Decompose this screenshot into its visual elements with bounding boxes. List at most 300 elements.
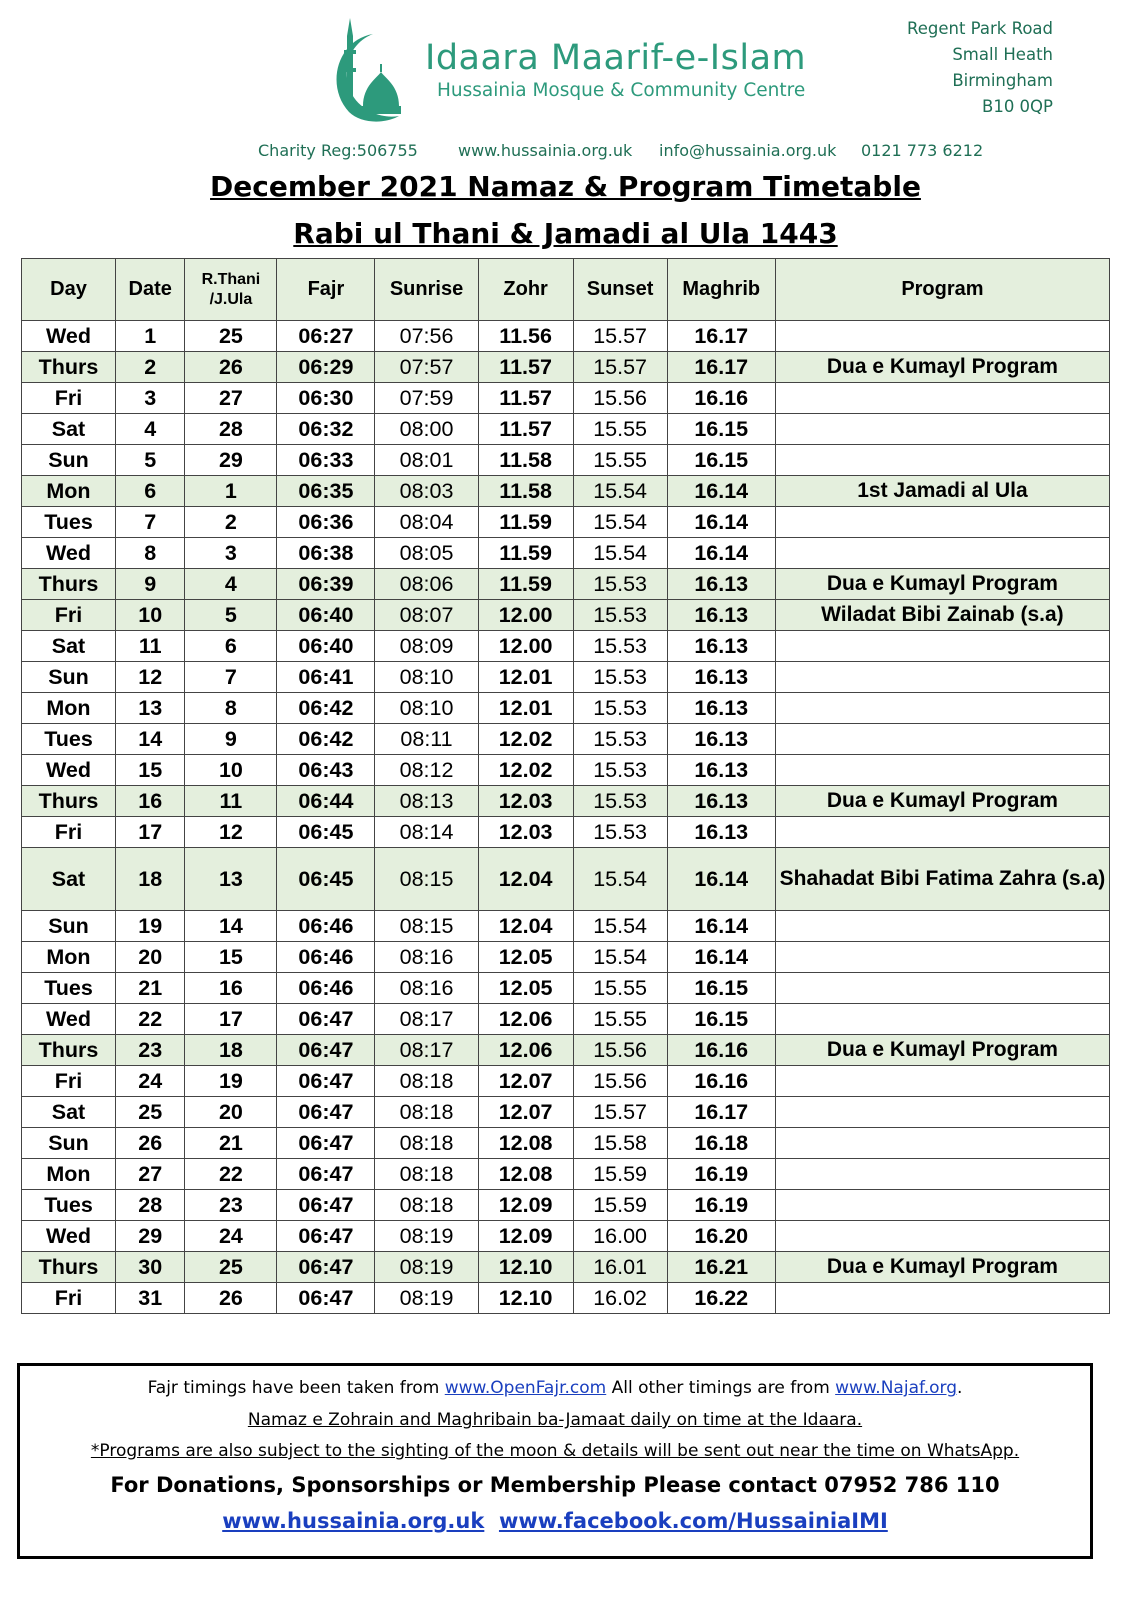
cell-zohr: 12.04 bbox=[478, 848, 573, 911]
cell-program: Dua e Kumayl Program bbox=[775, 786, 1109, 817]
cell-sunset: 15.53 bbox=[573, 786, 667, 817]
cell-sunrise: 08:18 bbox=[375, 1190, 478, 1221]
cell-program: 1st Jamadi al Ula bbox=[775, 476, 1109, 507]
cell-sunset: 15.57 bbox=[573, 321, 667, 352]
cell-maghrib: 16.16 bbox=[667, 383, 775, 414]
cell-day: Thurs bbox=[22, 352, 116, 383]
cell-sunrise: 08:18 bbox=[375, 1159, 478, 1190]
cell-sunset: 15.56 bbox=[573, 1035, 667, 1066]
table-row bbox=[22, 476, 1110, 507]
col-header-hijri-line1: R.Thani bbox=[201, 270, 261, 288]
table-row bbox=[22, 352, 1110, 383]
cell-sunset: 15.57 bbox=[573, 1097, 667, 1128]
cell-hijri: 15 bbox=[185, 942, 277, 973]
col-header-sunrise: Sunrise bbox=[375, 259, 478, 321]
cell-program bbox=[775, 693, 1109, 724]
cell-hijri: 2 bbox=[185, 507, 277, 538]
cell-sunset: 15.55 bbox=[573, 1004, 667, 1035]
cell-maghrib: 16.16 bbox=[667, 1066, 775, 1097]
cell-program bbox=[775, 1283, 1109, 1314]
table-row bbox=[22, 1035, 1110, 1066]
cell-sunset: 15.57 bbox=[573, 352, 667, 383]
cell-date: 22 bbox=[115, 1004, 184, 1035]
table-row bbox=[22, 538, 1110, 569]
cell-maghrib: 16.17 bbox=[667, 352, 775, 383]
cell-program: Wiladat Bibi Zainab (s.a) bbox=[775, 600, 1109, 631]
cell-zohr: 12.08 bbox=[478, 1128, 573, 1159]
table-row bbox=[22, 569, 1110, 600]
cell-sunset: 15.54 bbox=[573, 911, 667, 942]
website-link[interactable]: www.hussainia.org.uk bbox=[458, 141, 633, 160]
timetable bbox=[21, 258, 1110, 1314]
mosque-logo-icon bbox=[327, 16, 417, 124]
cell-hijri: 8 bbox=[185, 693, 277, 724]
cell-sunrise: 08:13 bbox=[375, 786, 478, 817]
cell-day: Wed bbox=[22, 538, 116, 569]
cell-sunrise: 08:19 bbox=[375, 1283, 478, 1314]
cell-sunset: 15.59 bbox=[573, 1190, 667, 1221]
cell-sunset: 15.54 bbox=[573, 538, 667, 569]
table-row bbox=[22, 1252, 1110, 1283]
col-header-maghrib: Maghrib bbox=[667, 259, 775, 321]
cell-zohr: 11.59 bbox=[478, 569, 573, 600]
cell-day: Sun bbox=[22, 445, 116, 476]
cell-sunrise: 08:15 bbox=[375, 911, 478, 942]
cell-date: 12 bbox=[115, 662, 184, 693]
cell-day: Fri bbox=[22, 383, 116, 414]
cell-sunset: 16.01 bbox=[573, 1252, 667, 1283]
cell-sunrise: 08:19 bbox=[375, 1221, 478, 1252]
cell-day: Thurs bbox=[22, 569, 116, 600]
cell-date: 26 bbox=[115, 1128, 184, 1159]
table-row bbox=[22, 817, 1110, 848]
address-block bbox=[907, 16, 1053, 120]
cell-sunrise: 08:03 bbox=[375, 476, 478, 507]
cell-maghrib: 16.15 bbox=[667, 414, 775, 445]
table-row bbox=[22, 724, 1110, 755]
cell-maghrib: 16.19 bbox=[667, 1159, 775, 1190]
cell-program bbox=[775, 817, 1109, 848]
cell-fajr: 06:47 bbox=[277, 1128, 375, 1159]
cell-zohr: 12.01 bbox=[478, 662, 573, 693]
cell-day: Tues bbox=[22, 507, 116, 538]
cell-sunrise: 08:07 bbox=[375, 600, 478, 631]
page-title: December 2021 Namaz & Program Timetable bbox=[210, 170, 921, 203]
cell-sunrise: 08:05 bbox=[375, 538, 478, 569]
cell-maghrib: 16.14 bbox=[667, 848, 775, 911]
footer-text: Fajr timings have been taken from bbox=[147, 1378, 445, 1398]
cell-day: Sat bbox=[22, 1097, 116, 1128]
cell-date: 9 bbox=[115, 569, 184, 600]
cell-sunset: 15.56 bbox=[573, 1066, 667, 1097]
cell-day: Sun bbox=[22, 1128, 116, 1159]
cell-fajr: 06:47 bbox=[277, 1097, 375, 1128]
cell-program: Dua e Kumayl Program bbox=[775, 1035, 1109, 1066]
cell-fajr: 06:47 bbox=[277, 1221, 375, 1252]
cell-date: 15 bbox=[115, 755, 184, 786]
cell-maghrib: 16.13 bbox=[667, 724, 775, 755]
cell-hijri: 7 bbox=[185, 662, 277, 693]
cell-sunset: 15.53 bbox=[573, 600, 667, 631]
cell-zohr: 12.05 bbox=[478, 973, 573, 1004]
cell-hijri: 3 bbox=[185, 538, 277, 569]
cell-sunrise: 07:59 bbox=[375, 383, 478, 414]
cell-hijri: 29 bbox=[185, 445, 277, 476]
cell-date: 20 bbox=[115, 942, 184, 973]
cell-fajr: 06:44 bbox=[277, 786, 375, 817]
cell-maghrib: 16.22 bbox=[667, 1283, 775, 1314]
cell-maghrib: 16.14 bbox=[667, 942, 775, 973]
footer-links bbox=[20, 1509, 1090, 1533]
cell-fajr: 06:38 bbox=[277, 538, 375, 569]
cell-day: Wed bbox=[22, 1004, 116, 1035]
cell-hijri: 25 bbox=[185, 1252, 277, 1283]
cell-fajr: 06:47 bbox=[277, 1159, 375, 1190]
cell-hijri: 5 bbox=[185, 600, 277, 631]
cell-fajr: 06:35 bbox=[277, 476, 375, 507]
cell-maghrib: 16.13 bbox=[667, 693, 775, 724]
table-row bbox=[22, 631, 1110, 662]
cell-fajr: 06:43 bbox=[277, 755, 375, 786]
cell-zohr: 11.56 bbox=[478, 321, 573, 352]
cell-program bbox=[775, 538, 1109, 569]
cell-zohr: 12.04 bbox=[478, 911, 573, 942]
table-row bbox=[22, 1159, 1110, 1190]
cell-program bbox=[775, 973, 1109, 1004]
cell-hijri: 14 bbox=[185, 911, 277, 942]
cell-sunrise: 08:18 bbox=[375, 1097, 478, 1128]
cell-sunset: 15.55 bbox=[573, 973, 667, 1004]
cell-date: 4 bbox=[115, 414, 184, 445]
cell-zohr: 12.07 bbox=[478, 1066, 573, 1097]
cell-fajr: 06:47 bbox=[277, 1283, 375, 1314]
table-row bbox=[22, 1004, 1110, 1035]
cell-fajr: 06:42 bbox=[277, 724, 375, 755]
cell-day: Sun bbox=[22, 911, 116, 942]
cell-program bbox=[775, 1159, 1109, 1190]
cell-sunset: 15.54 bbox=[573, 942, 667, 973]
cell-hijri: 9 bbox=[185, 724, 277, 755]
cell-sunrise: 08:16 bbox=[375, 973, 478, 1004]
cell-fajr: 06:47 bbox=[277, 1190, 375, 1221]
cell-hijri: 17 bbox=[185, 1004, 277, 1035]
cell-zohr: 11.58 bbox=[478, 445, 573, 476]
cell-hijri: 19 bbox=[185, 1066, 277, 1097]
cell-sunrise: 08:06 bbox=[375, 569, 478, 600]
cell-date: 10 bbox=[115, 600, 184, 631]
cell-date: 19 bbox=[115, 911, 184, 942]
cell-fajr: 06:30 bbox=[277, 383, 375, 414]
cell-sunrise: 08:01 bbox=[375, 445, 478, 476]
col-header-hijri-line2: /J.Ula bbox=[209, 290, 253, 308]
cell-hijri: 26 bbox=[185, 352, 277, 383]
cell-hijri: 21 bbox=[185, 1128, 277, 1159]
footer-facebook-link[interactable]: www.facebook.com/HussainiaIMI bbox=[498, 1509, 888, 1533]
cell-sunset: 15.56 bbox=[573, 383, 667, 414]
cell-zohr: 12.01 bbox=[478, 693, 573, 724]
cell-sunset: 15.53 bbox=[573, 724, 667, 755]
table-row bbox=[22, 600, 1110, 631]
cell-day: Tues bbox=[22, 724, 116, 755]
cell-sunset: 15.59 bbox=[573, 1159, 667, 1190]
cell-fajr: 06:42 bbox=[277, 693, 375, 724]
cell-sunset: 15.54 bbox=[573, 476, 667, 507]
cell-day: Sat bbox=[22, 631, 116, 662]
najaf-link[interactable]: www.Najaf.org bbox=[835, 1378, 958, 1398]
cell-date: 6 bbox=[115, 476, 184, 507]
cell-hijri: 11 bbox=[185, 786, 277, 817]
cell-program: Shahadat Bibi Fatima Zahra (s.a) bbox=[775, 848, 1109, 911]
cell-date: 18 bbox=[115, 848, 184, 911]
cell-date: 5 bbox=[115, 445, 184, 476]
cell-date: 31 bbox=[115, 1283, 184, 1314]
table-row bbox=[22, 693, 1110, 724]
col-header-sunset: Sunset bbox=[573, 259, 667, 321]
cell-program bbox=[775, 507, 1109, 538]
cell-hijri: 25 bbox=[185, 321, 277, 352]
cell-date: 2 bbox=[115, 352, 184, 383]
cell-zohr: 12.08 bbox=[478, 1159, 573, 1190]
cell-hijri: 28 bbox=[185, 414, 277, 445]
cell-zohr: 11.58 bbox=[478, 476, 573, 507]
cell-sunrise: 07:57 bbox=[375, 352, 478, 383]
cell-fajr: 06:40 bbox=[277, 600, 375, 631]
cell-program bbox=[775, 631, 1109, 662]
cell-zohr: 12.06 bbox=[478, 1035, 573, 1066]
cell-date: 13 bbox=[115, 693, 184, 724]
cell-sunset: 15.53 bbox=[573, 631, 667, 662]
table-row bbox=[22, 321, 1110, 352]
footer-contact: For Donations, Sponsorships or Membership Please contact 07952 786 110 bbox=[110, 1473, 1000, 1497]
email-link[interactable]: info@hussainia.org.uk bbox=[659, 141, 837, 160]
address-line: Small Heath bbox=[952, 45, 1053, 64]
cell-sunrise: 07:56 bbox=[375, 321, 478, 352]
cell-hijri: 26 bbox=[185, 1283, 277, 1314]
cell-fajr: 06:46 bbox=[277, 911, 375, 942]
cell-sunset: 15.53 bbox=[573, 693, 667, 724]
cell-date: 28 bbox=[115, 1190, 184, 1221]
cell-sunrise: 08:04 bbox=[375, 507, 478, 538]
cell-sunset: 15.54 bbox=[573, 848, 667, 911]
cell-day: Mon bbox=[22, 476, 116, 507]
cell-date: 16 bbox=[115, 786, 184, 817]
address-line: Regent Park Road bbox=[907, 19, 1053, 38]
cell-day: Fri bbox=[22, 817, 116, 848]
cell-day: Mon bbox=[22, 1159, 116, 1190]
cell-fajr: 06:45 bbox=[277, 848, 375, 911]
cell-fajr: 06:32 bbox=[277, 414, 375, 445]
cell-date: 25 bbox=[115, 1097, 184, 1128]
cell-maghrib: 16.19 bbox=[667, 1190, 775, 1221]
cell-zohr: 11.57 bbox=[478, 414, 573, 445]
table-row bbox=[22, 1097, 1110, 1128]
cell-maghrib: 16.13 bbox=[667, 786, 775, 817]
table-row bbox=[22, 1190, 1110, 1221]
cell-program bbox=[775, 1128, 1109, 1159]
cell-program bbox=[775, 445, 1109, 476]
table-row bbox=[22, 786, 1110, 817]
table-row bbox=[22, 507, 1110, 538]
cell-date: 17 bbox=[115, 817, 184, 848]
cell-hijri: 24 bbox=[185, 1221, 277, 1252]
cell-maghrib: 16.14 bbox=[667, 911, 775, 942]
cell-sunrise: 08:11 bbox=[375, 724, 478, 755]
cell-hijri: 6 bbox=[185, 631, 277, 662]
cell-program: Dua e Kumayl Program bbox=[775, 1252, 1109, 1283]
cell-date: 29 bbox=[115, 1221, 184, 1252]
table-row bbox=[22, 383, 1110, 414]
cell-date: 8 bbox=[115, 538, 184, 569]
table-row bbox=[22, 445, 1110, 476]
cell-date: 21 bbox=[115, 973, 184, 1004]
cell-program bbox=[775, 1097, 1109, 1128]
cell-program bbox=[775, 1190, 1109, 1221]
cell-program bbox=[775, 662, 1109, 693]
cell-zohr: 12.07 bbox=[478, 1097, 573, 1128]
cell-zohr: 12.06 bbox=[478, 1004, 573, 1035]
cell-day: Wed bbox=[22, 755, 116, 786]
cell-maghrib: 16.13 bbox=[667, 817, 775, 848]
cell-maghrib: 16.18 bbox=[667, 1128, 775, 1159]
table-row bbox=[22, 942, 1110, 973]
cell-zohr: 11.57 bbox=[478, 383, 573, 414]
cell-fajr: 06:29 bbox=[277, 352, 375, 383]
cell-maghrib: 16.13 bbox=[667, 755, 775, 786]
cell-day: Wed bbox=[22, 1221, 116, 1252]
cell-maghrib: 16.13 bbox=[667, 631, 775, 662]
cell-day: Tues bbox=[22, 1190, 116, 1221]
cell-maghrib: 16.15 bbox=[667, 445, 775, 476]
cell-maghrib: 16.16 bbox=[667, 1035, 775, 1066]
cell-hijri: 23 bbox=[185, 1190, 277, 1221]
cell-zohr: 11.59 bbox=[478, 507, 573, 538]
cell-sunset: 15.53 bbox=[573, 817, 667, 848]
cell-sunset: 15.55 bbox=[573, 445, 667, 476]
cell-sunrise: 08:00 bbox=[375, 414, 478, 445]
table-row bbox=[22, 755, 1110, 786]
col-header-zohr: Zohr bbox=[478, 259, 573, 321]
cell-day: Fri bbox=[22, 1066, 116, 1097]
cell-zohr: 12.00 bbox=[478, 600, 573, 631]
cell-maghrib: 16.17 bbox=[667, 1097, 775, 1128]
openfajr-link[interactable]: www.OpenFajr.com bbox=[444, 1378, 607, 1398]
cell-program bbox=[775, 1221, 1109, 1252]
footer-moon-note: *Programs are also subject to the sighting of the moon & details will be sent out near the time on WhatsApp. bbox=[90, 1441, 1020, 1461]
cell-hijri: 13 bbox=[185, 848, 277, 911]
address-line: B10 0QP bbox=[982, 97, 1053, 116]
cell-zohr: 11.57 bbox=[478, 352, 573, 383]
cell-fajr: 06:47 bbox=[277, 1252, 375, 1283]
cell-program bbox=[775, 321, 1109, 352]
cell-maghrib: 16.13 bbox=[667, 600, 775, 631]
cell-maghrib: 16.15 bbox=[667, 973, 775, 1004]
cell-zohr: 12.00 bbox=[478, 631, 573, 662]
table-row bbox=[22, 1128, 1110, 1159]
cell-fajr: 06:46 bbox=[277, 973, 375, 1004]
cell-fajr: 06:27 bbox=[277, 321, 375, 352]
cell-program: Dua e Kumayl Program bbox=[775, 569, 1109, 600]
footer-jamaat-note: Namaz e Zohrain and Maghribain ba-Jamaat daily on time at the Idaara. bbox=[247, 1410, 863, 1430]
col-header-hijri bbox=[185, 259, 277, 321]
cell-zohr: 12.03 bbox=[478, 786, 573, 817]
cell-fajr: 06:36 bbox=[277, 507, 375, 538]
footer-text: All other timings are from bbox=[606, 1378, 836, 1398]
footer-website-link[interactable]: www.hussainia.org.uk bbox=[222, 1509, 485, 1533]
cell-day: Wed bbox=[22, 321, 116, 352]
footer-text: . bbox=[957, 1378, 963, 1398]
col-header-day: Day bbox=[22, 259, 116, 321]
cell-sunrise: 08:16 bbox=[375, 942, 478, 973]
table-row bbox=[22, 662, 1110, 693]
cell-date: 1 bbox=[115, 321, 184, 352]
cell-sunrise: 08:18 bbox=[375, 1128, 478, 1159]
table-row bbox=[22, 848, 1110, 911]
cell-hijri: 22 bbox=[185, 1159, 277, 1190]
cell-hijri: 4 bbox=[185, 569, 277, 600]
table-row bbox=[22, 1066, 1110, 1097]
cell-hijri: 10 bbox=[185, 755, 277, 786]
cell-day: Sat bbox=[22, 848, 116, 911]
table-header-row bbox=[22, 259, 1110, 321]
cell-date: 11 bbox=[115, 631, 184, 662]
cell-zohr: 12.09 bbox=[478, 1221, 573, 1252]
cell-zohr: 11.59 bbox=[478, 538, 573, 569]
cell-zohr: 12.05 bbox=[478, 942, 573, 973]
cell-date: 27 bbox=[115, 1159, 184, 1190]
cell-sunrise: 08:14 bbox=[375, 817, 478, 848]
cell-fajr: 06:47 bbox=[277, 1066, 375, 1097]
cell-day: Fri bbox=[22, 600, 116, 631]
cell-day: Thurs bbox=[22, 786, 116, 817]
cell-day: Fri bbox=[22, 1283, 116, 1314]
cell-zohr: 12.02 bbox=[478, 755, 573, 786]
table-row bbox=[22, 911, 1110, 942]
cell-date: 24 bbox=[115, 1066, 184, 1097]
col-header-program: Program bbox=[775, 259, 1109, 321]
col-header-date: Date bbox=[115, 259, 184, 321]
cell-hijri: 1 bbox=[185, 476, 277, 507]
cell-maghrib: 16.14 bbox=[667, 507, 775, 538]
cell-program bbox=[775, 414, 1109, 445]
page-subtitle: Rabi ul Thani & Jamadi al Ula 1443 bbox=[293, 217, 838, 250]
cell-sunset: 15.53 bbox=[573, 569, 667, 600]
cell-fajr: 06:33 bbox=[277, 445, 375, 476]
org-name: Idaara Maarif-e-Islam bbox=[425, 38, 807, 78]
address-line: Birmingham bbox=[952, 71, 1053, 90]
cell-day: Mon bbox=[22, 942, 116, 973]
cell-hijri: 16 bbox=[185, 973, 277, 1004]
cell-sunset: 15.58 bbox=[573, 1128, 667, 1159]
cell-hijri: 18 bbox=[185, 1035, 277, 1066]
cell-program bbox=[775, 1066, 1109, 1097]
phone-number: 0121 773 6212 bbox=[861, 141, 984, 160]
cell-sunrise: 08:19 bbox=[375, 1252, 478, 1283]
cell-day: Sat bbox=[22, 414, 116, 445]
cell-maghrib: 16.17 bbox=[667, 321, 775, 352]
cell-sunset: 16.02 bbox=[573, 1283, 667, 1314]
cell-hijri: 27 bbox=[185, 383, 277, 414]
footer-box bbox=[17, 1363, 1093, 1559]
cell-sunset: 15.53 bbox=[573, 755, 667, 786]
cell-program bbox=[775, 942, 1109, 973]
cell-maghrib: 16.15 bbox=[667, 1004, 775, 1035]
cell-zohr: 12.09 bbox=[478, 1190, 573, 1221]
cell-date: 3 bbox=[115, 383, 184, 414]
cell-zohr: 12.10 bbox=[478, 1252, 573, 1283]
cell-fajr: 06:47 bbox=[277, 1035, 375, 1066]
charity-reg: Charity Reg:506755 bbox=[258, 141, 418, 160]
footer-sources-line bbox=[20, 1378, 1090, 1398]
